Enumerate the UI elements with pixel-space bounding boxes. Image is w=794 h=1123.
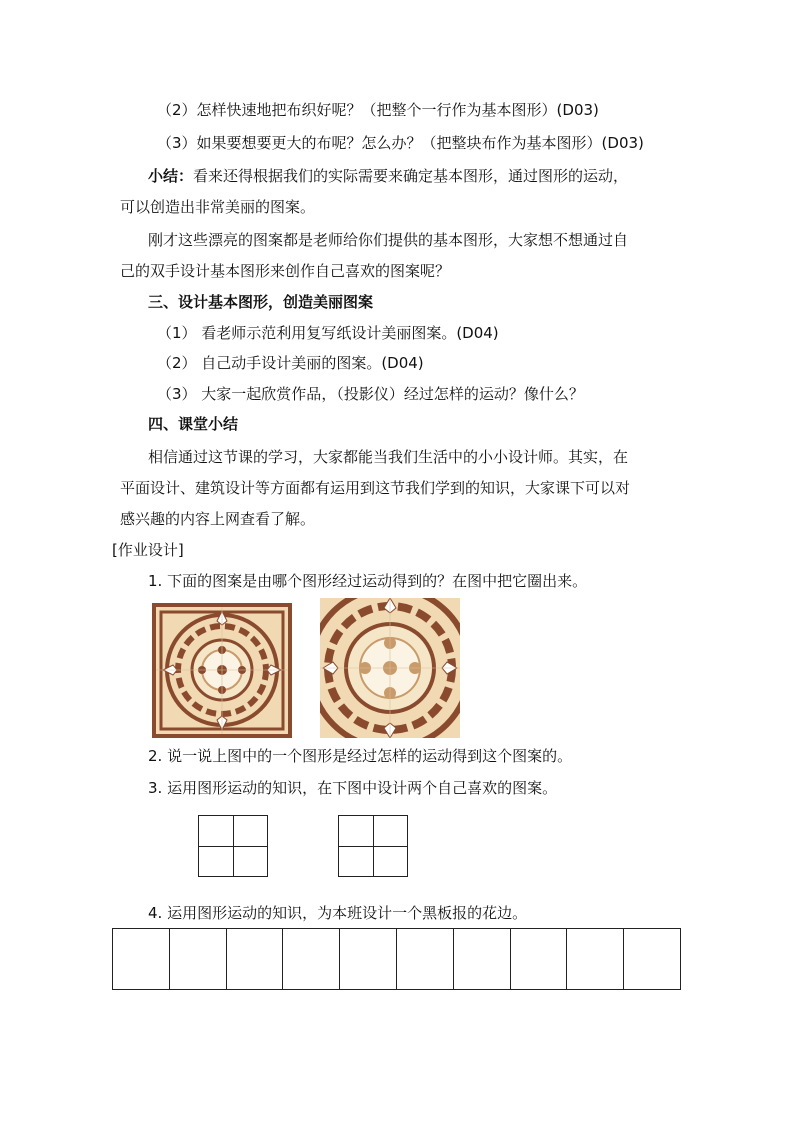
- section-3-item-1: （1） 看老师示范利用复写纸设计美丽图案。(D04): [157, 324, 499, 342]
- design-grid-1: [198, 815, 268, 877]
- homework-3: 3. 运用图形运动的知识，在下图中设计两个自己喜欢的图案。: [148, 779, 558, 797]
- section-4-heading: 四、课堂小结: [148, 415, 239, 433]
- border-design-strip: [112, 928, 681, 990]
- strip-cell: [567, 929, 624, 989]
- strip-cell: [511, 929, 568, 989]
- design-grid-2: [338, 815, 408, 877]
- section-3-item-3: （3） 大家一起欣赏作品，（投影仪）经过怎样的运动？像什么？: [157, 385, 584, 403]
- summary-text: 看来还得根据我们的实际需要来确定基本图形，通过图形的运动，: [193, 167, 629, 185]
- strip-cell: [454, 929, 511, 989]
- strip-cell: [283, 929, 340, 989]
- strip-cell: [227, 929, 284, 989]
- paragraph-2-line-2: 平面设计、建筑设计等方面都有运用到这节我们学到的知识，大家课下可以对: [120, 479, 631, 497]
- summary-line: [148, 166, 628, 186]
- paragraph-2-line-3: 感兴趣的内容上网查看了解。: [120, 510, 316, 528]
- homework-2: 2. 说一说上图中的一个图形是经过怎样的运动得到这个图案的。: [148, 747, 573, 765]
- tile-pattern-image-2: [320, 598, 460, 738]
- strip-cell: [624, 929, 680, 989]
- homework-heading: [作业设计]: [112, 541, 184, 559]
- question-3: （3）如果要想要更大的布呢？怎么办？（把整块布作为基本图形）(D03): [157, 134, 644, 152]
- strip-cell: [113, 929, 170, 989]
- tile-pattern-image-1: [152, 603, 292, 738]
- paragraph-1-continued: 己的双手设计基本图形来创作自己喜欢的图案呢？: [120, 262, 451, 280]
- strip-cell: [170, 929, 227, 989]
- summary-label: 小结：: [148, 167, 194, 185]
- homework-4: 4. 运用图形运动的知识，为本班设计一个黑板报的花边。: [148, 904, 528, 922]
- paragraph-2: 相信通过这节课的学习，大家都能当我们生活中的小小设计师。其实，在: [148, 448, 629, 466]
- strip-cell: [340, 929, 397, 989]
- section-3-heading: 三、设计基本图形，创造美丽图案: [148, 293, 374, 311]
- homework-1: 1. 下面的图案是由哪个图形经过运动得到的？在图中把它圈出来。: [148, 572, 588, 590]
- summary-continued: 可以创造出非常美丽的图案。: [120, 198, 316, 216]
- strip-cell: [397, 929, 454, 989]
- paragraph-1: 刚才这些漂亮的图案都是老师给你们提供的基本图形，大家想不想通过自: [148, 231, 629, 249]
- section-3-item-2: （2） 自己动手设计美丽的图案。(D04): [157, 354, 424, 372]
- question-2: （2）怎样快速地把布织好呢？（把整个一行作为基本图形）(D03): [157, 101, 599, 119]
